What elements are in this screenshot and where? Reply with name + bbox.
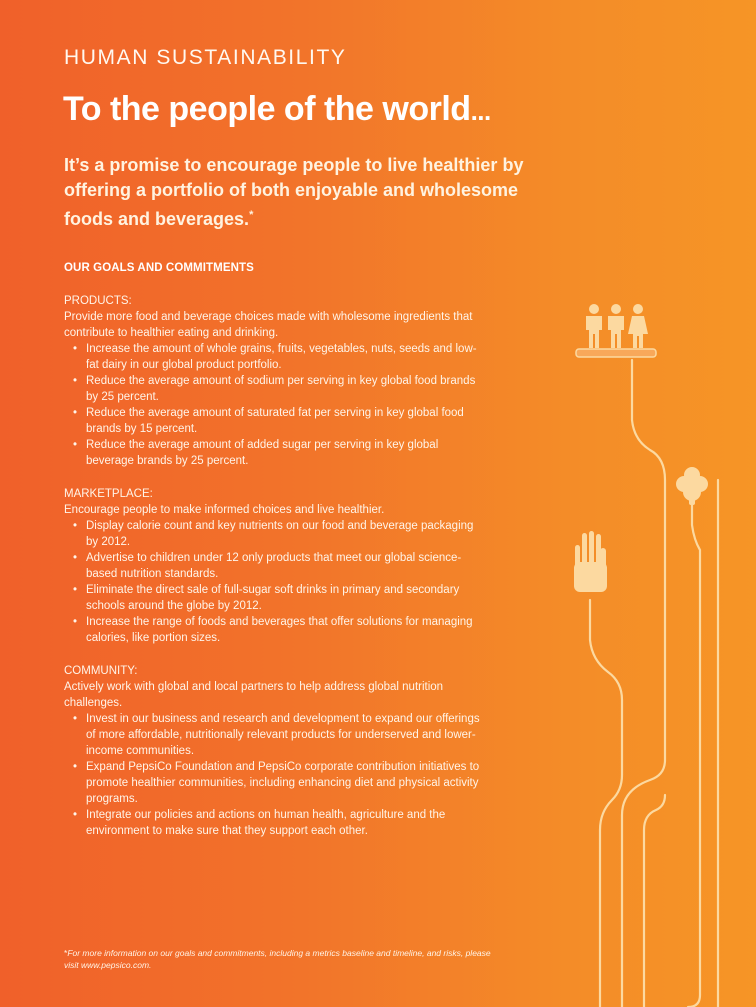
list-item: • Increase the range of foods and beverages that offer solutions for managing calories, like portion sizes. <box>73 614 484 646</box>
list-item: • Integrate our policies and actions on human health, agriculture and the environment to make sure that they support each other. <box>73 807 484 839</box>
hand-icon <box>574 531 607 592</box>
community-title: COMMUNITY: <box>64 665 138 677</box>
food-icon <box>676 467 708 505</box>
list-item: • Reduce the average amount of saturated fat per serving in key global food brands by 15 percent. <box>73 405 484 437</box>
people-icon <box>586 304 648 348</box>
goals-heading: OUR GOALS AND COMMITMENTS <box>64 262 254 274</box>
list-item: • Reduce the average amount of sodium per serving in key global food brands by 25 percent. <box>73 373 484 405</box>
subtitle-footnote-mark: * <box>249 209 254 221</box>
list-item: • Advertise to children under 12 only products that meet our global science-based nutrition standards. <box>73 550 484 582</box>
footnote-mark: * <box>64 948 68 958</box>
list-item: • Increase the amount of whole grains, fruits, vegetables, nuts, seeds and low-fat dairy in our global product portfolio. <box>73 341 484 373</box>
marketplace-intro: Encourage people to make informed choices and live healthier. <box>64 504 385 516</box>
platform-shape <box>576 349 656 357</box>
products-intro: Provide more food and beverage choices made with wholesome ingredients that contribute to healthier eating and drinking. <box>64 311 473 339</box>
list-item: • Display calorie count and key nutrients on our food and beverage packaging by 2012. <box>73 518 484 550</box>
community-intro: Actively work with global and local partners to help address global nutrition challenges. <box>64 681 444 709</box>
products-title: PRODUCTS: <box>64 295 132 307</box>
footnote-text: For more information on our goals and commitments, including a metrics baseline and timeline, and risks, please visit www.pepsico.com. <box>64 948 491 970</box>
page-title-ellipsis: ... <box>470 96 491 126</box>
list-item: • Invest in our business and research and development to expand our offerings of more affordable, nutritionally relevant products for underserved and lower-income communities. <box>73 711 484 759</box>
list-item: • Expand PepsiCo Foundation and PepsiCo corporate contribution initiatives to promote healthier communities, including enhancing diet and physical activity programs. <box>73 759 484 807</box>
connector-line-food <box>688 505 700 1007</box>
connector-line-inner <box>644 795 665 1007</box>
subtitle-text: It’s a promise to encourage people to live healthier by offering a portfolio of both enjoyable and wholesome foods and beverages. <box>64 155 524 229</box>
list-item: • Eliminate the direct sale of full-sugar soft drinks in primary and secondary schools around the globe by 2012. <box>73 582 484 614</box>
marketplace-title: MARKETPLACE: <box>64 488 153 500</box>
connector-line-hand <box>590 600 622 1007</box>
list-item: • Reduce the average amount of added sugar per serving in key global beverage brands by 25 percent. <box>73 437 484 469</box>
section-label: HUMAN SUSTAINABILITY <box>64 46 347 69</box>
page-title-text: To the people of the world <box>63 90 471 128</box>
